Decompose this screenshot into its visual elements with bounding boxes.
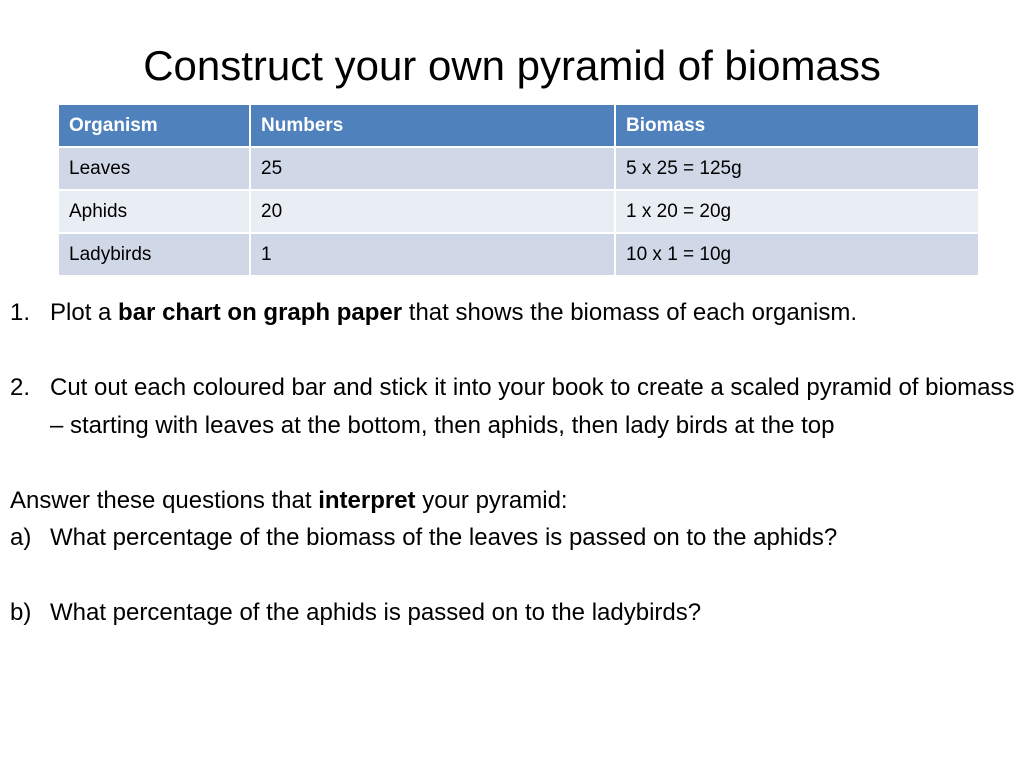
biomass-table	[57, 103, 980, 277]
instruction-item-1	[10, 294, 1015, 332]
cell-biomass: 1 x 20 = 20g	[615, 190, 979, 233]
list-marker: 2.	[10, 374, 31, 401]
question-text: What percentage of the biomass of the leaves is passed on to the aphids?	[50, 524, 838, 551]
instructions-body	[10, 294, 1015, 632]
questions-intro-text: Answer these questions that	[10, 486, 319, 514]
question-b	[10, 594, 1015, 632]
instruction-item-2	[10, 369, 1015, 444]
table-header-row	[58, 104, 979, 147]
cell-numbers: 25	[250, 147, 615, 190]
cell-numbers: 20	[250, 190, 615, 233]
list-marker: 1.	[10, 299, 31, 326]
header-numbers: Numbers	[250, 104, 615, 147]
cell-biomass: 5 x 25 = 125g	[615, 147, 979, 190]
instruction-bold-text: bar chart on graph paper	[118, 299, 403, 326]
header-organism: Organism	[58, 104, 250, 147]
header-biomass: Biomass	[615, 104, 979, 147]
question-a	[10, 519, 1015, 557]
questions-intro-bold: interpret	[318, 486, 416, 514]
slide-title: Construct your own pyramid of biomass	[143, 42, 881, 89]
cell-biomass: 10 x 1 = 10g	[615, 233, 979, 276]
questions-intro	[10, 482, 1015, 520]
question-text: What percentage of the aphids is passed on to the ladybirds?	[50, 599, 702, 626]
list-marker: a)	[10, 524, 32, 551]
list-marker: b)	[10, 599, 32, 626]
instruction-text: Cut out each coloured bar and stick it into your book to create a scaled pyramid of biomass – starting with leaves at the bottom, then aphids, then lady birds at the top	[50, 374, 1015, 439]
cell-organism: Ladybirds	[58, 233, 250, 276]
table-row	[58, 147, 979, 190]
cell-organism: Aphids	[58, 190, 250, 233]
questions-intro-text: your pyramid:	[415, 486, 568, 514]
cell-organism: Leaves	[58, 147, 250, 190]
instruction-text: that shows the biomass of each organism.	[402, 299, 858, 326]
table-row	[58, 233, 979, 276]
table-row	[58, 190, 979, 233]
instruction-text: Plot a	[50, 299, 119, 326]
cell-numbers: 1	[250, 233, 615, 276]
